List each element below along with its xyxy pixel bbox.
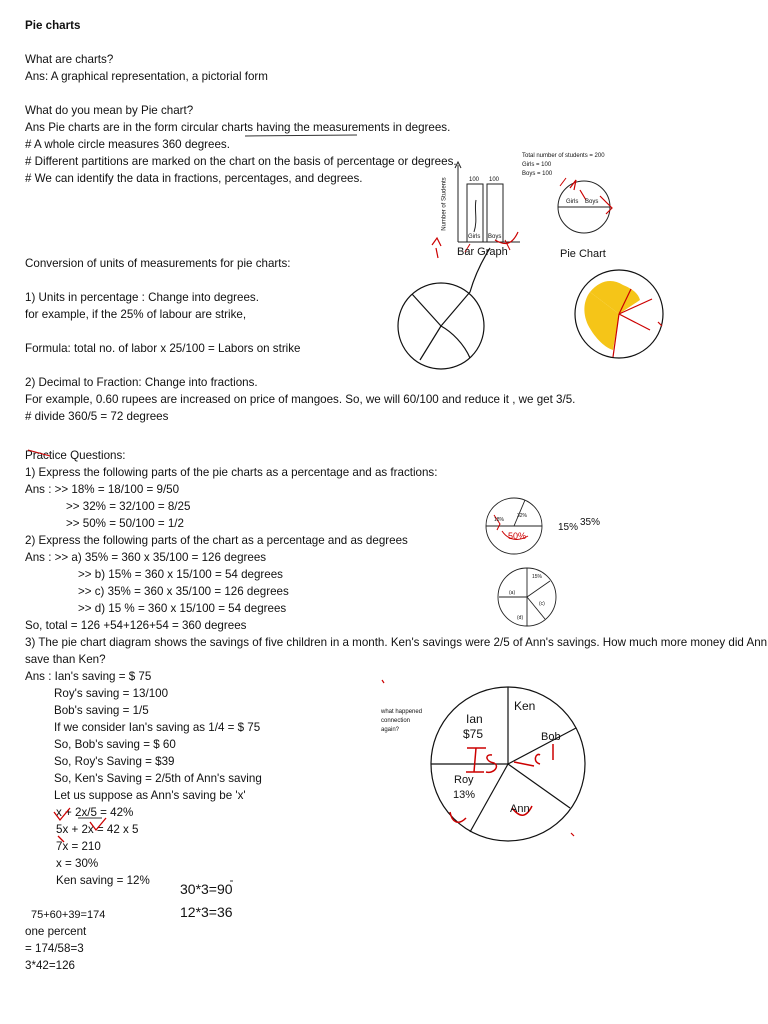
pie-label-bob: Bob (541, 731, 561, 743)
pie-slice-label: (d) (517, 615, 524, 621)
answer-line: If we consider Ian's saving as 1/4 = $ 75 (54, 721, 261, 734)
body-line: 2) Decimal to Fraction: Change into fractions. (25, 376, 258, 389)
bar-graph-caption: Bar Graph (457, 246, 508, 258)
extra-line: = 174/58=3 (25, 942, 84, 955)
bar-y-label: Number of Students (441, 177, 448, 231)
pie-label-ken: Ken (514, 699, 536, 713)
answer-line: x = 30% (56, 857, 99, 870)
bar-caption-total: Total number of students = 200 (522, 153, 605, 159)
red-pen-mark (432, 238, 441, 258)
handwritten-calc: 30*3=90 (180, 881, 233, 897)
pie-slice-label: 15% (532, 574, 543, 580)
bar-value-label: 100 (469, 177, 480, 183)
question-line: 1) Express the following parts of the pie charts as a percentage and as fractions: (25, 466, 438, 479)
answer-line: >> 32% = 32/100 = 8/25 (66, 500, 191, 513)
answer-line: Bob's saving = 1/5 (54, 704, 149, 717)
answer-line: So, Roy's Saving = $39 (54, 755, 175, 768)
body-line: for example, if the 25% of labour are strike, (25, 308, 247, 321)
pie-girls-label: Girls (566, 199, 579, 205)
bullet-line: # A whole circle measures 360 degrees. (25, 138, 230, 151)
handwritten-label: 35% (580, 517, 601, 528)
body-line: # divide 360/5 = 72 degrees (25, 410, 169, 423)
pie-label-ann: Ann (510, 803, 530, 815)
red-pen-mark (466, 748, 486, 772)
answer-line: Ans Pie charts are in the form circular charts having the measurements in degrees. (25, 121, 451, 134)
note-line: what happened (381, 709, 423, 715)
answer-line: Roy's saving = 13/100 (54, 687, 169, 700)
answer-line: 7x = 210 (56, 840, 101, 853)
question-line: save than Ken? (25, 653, 106, 666)
pie-slice-label: 18% (494, 517, 505, 523)
practice-pie-1 (486, 498, 542, 554)
underline-mark (245, 135, 357, 136)
red-pen-mark (570, 180, 586, 200)
bullet-line: # Different partitions are marked on the chart on the basis of percentage or degrees. (25, 155, 457, 168)
pie-slice-label: (c) (539, 601, 545, 607)
savings-pie (382, 680, 585, 841)
pie-value-roy: 13% (453, 789, 476, 801)
page-title: Pie charts (25, 19, 81, 32)
question-line: 2) Express the following parts of the chart as a percentage and as degrees (25, 534, 408, 547)
practice-pie-2 (498, 568, 556, 626)
answer-line: So, Bob's saving = $ 60 (54, 738, 176, 751)
formula-line: Formula: total no. of labor x 25/100 = Labors on strike (25, 342, 301, 355)
answer-line: Ans: A graphical representation, a pictorial form (25, 70, 268, 83)
answer-line: >> c) 35% = 360 x 35/100 = 126 degrees (78, 585, 289, 598)
pie-label-ian: Ian (466, 712, 483, 726)
bar-category-label: Girls (468, 234, 481, 240)
extra-line: 3*42=126 (25, 959, 75, 972)
body-line: For example, 0.60 rupees are increased on price of mangoes. So, we will 60/100 and reduce it , we get 3/5. (25, 393, 576, 406)
pie-chart-caption: Pie Chart (560, 248, 606, 260)
red-pen-mark (560, 178, 566, 186)
pie-slice-label: (a) (509, 590, 516, 596)
pie-slice-label: 50% (508, 531, 527, 541)
highlighted-pie (575, 270, 663, 358)
answer-line: Ans : Ian's saving = $ 75 (25, 670, 152, 683)
red-pen-mark (514, 754, 540, 766)
bullet-line: # We can identify the data in fractions, percentages, and degrees. (25, 172, 363, 185)
bar-caption-boys: Boys = 100 (522, 171, 553, 177)
note-line: connection (381, 718, 411, 724)
red-pen-mark (571, 833, 574, 836)
section-heading: Practice Questions: (25, 449, 126, 462)
red-pen-mark (450, 812, 466, 822)
handwritten-label: 15% (558, 522, 579, 533)
body-line: 1) Units in percentage : Change into degrees. (25, 291, 259, 304)
extra-line: one percent (25, 925, 87, 938)
question-line: What are charts? (25, 53, 114, 66)
answer-line: Ans : >> a) 35% = 360 x 35/100 = 126 degrees (25, 551, 267, 564)
question-line: What do you mean by Pie chart? (25, 104, 194, 117)
bar-value-label: 100 (489, 177, 500, 183)
answer-line: So, total = 126 +54+126+54 = 360 degrees (25, 619, 247, 632)
note-line: again? (381, 727, 400, 733)
pie-label-roy: Roy (454, 774, 474, 786)
answer-line: >> b) 15% = 360 x 15/100 = 54 degrees (78, 568, 283, 581)
red-pen-mark (382, 680, 384, 683)
answer-line: Let us suppose as Ann's saving be 'x' (54, 789, 246, 802)
section-heading: Conversion of units of measurements for pie charts: (25, 257, 291, 270)
pen-scribble (474, 200, 476, 232)
answer-line: Ken saving = 12% (56, 874, 150, 887)
question-line: 3) The pie chart diagram shows the savings of five children in a month. Ken's savings were 2/5 of Ann's savings. How much more money did Ann (25, 636, 768, 649)
answer-line: x + 2x/5 = 42% (56, 806, 134, 819)
handwritten-calc: 12*3=36 (180, 904, 233, 920)
extra-line: 75+60+39=174 (31, 909, 106, 921)
answer-line: 5x + 2x = 42 x 5 (56, 823, 139, 836)
answer-line: >> d) 15 % = 360 x 15/100 = 54 degrees (78, 602, 287, 615)
red-check-marks (28, 450, 233, 881)
pie-value-ian: $75 (463, 727, 484, 741)
answer-line: >> 50% = 50/100 = 1/2 (66, 517, 184, 530)
pie-boys-label: Boys (585, 199, 599, 205)
answer-line: Ans : >> 18% = 18/100 = 9/50 (25, 483, 180, 496)
bar-category-label: Boys (488, 234, 502, 240)
hand-drawn-circle (398, 248, 490, 369)
answer-line: So, Ken's Saving = 2/5th of Ann's saving (54, 772, 262, 785)
bar-caption-girls: Girls = 100 (522, 162, 552, 168)
pie-slice-label: 32% (517, 513, 528, 519)
